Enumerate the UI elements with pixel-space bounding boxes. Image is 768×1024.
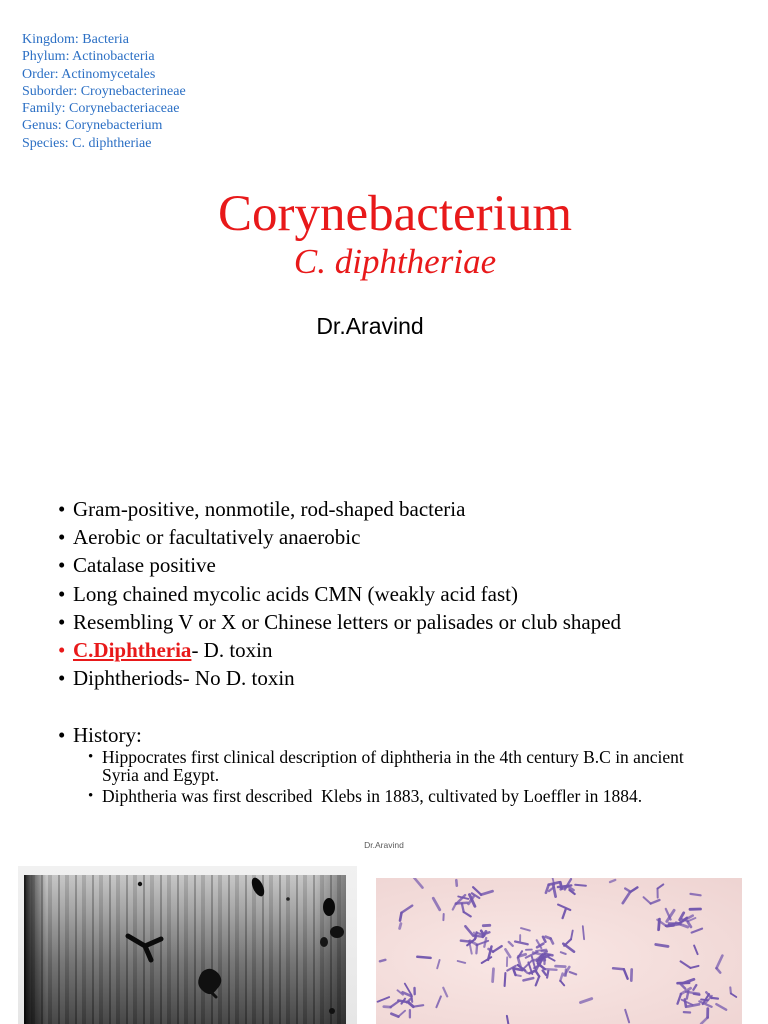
bacterium-rod (694, 946, 698, 955)
bacterium-rod (575, 885, 586, 886)
bacterium-rod (658, 884, 664, 888)
bacterium-rod (548, 957, 554, 961)
bacterium-rod (521, 928, 530, 931)
bacterium-rod (731, 994, 736, 998)
debris-dot (138, 882, 142, 886)
bacterium-rod (482, 957, 492, 963)
bacterium-rod (514, 968, 523, 970)
highlight-text: - D. toxin (191, 637, 273, 662)
bacterium-rod (717, 956, 723, 969)
bacterium-rod (684, 979, 694, 983)
taxonomy-species: Species: C. diphtheriae (22, 135, 152, 151)
bacterium-rod (437, 960, 439, 968)
bacterium-rod (623, 892, 630, 903)
bacterium-rod (560, 981, 564, 986)
bacterium-rod (558, 905, 570, 910)
bacterium-rod (693, 985, 696, 990)
page-subtitle: C. diphtheriae (293, 242, 497, 281)
bacillus-shape (330, 926, 344, 938)
bullet-marker: • (58, 581, 66, 606)
bacterium-rod (687, 991, 689, 998)
bacterium-rod (436, 996, 441, 1007)
list-item (58, 664, 621, 692)
bacterium-rod (581, 999, 592, 1003)
grayscale-micrograph-image (24, 875, 346, 1024)
stained-bacteria-layer (376, 878, 742, 1024)
bacterium-rod (691, 894, 701, 895)
history-item (88, 749, 702, 784)
bacterium-rod (730, 987, 731, 993)
stained-smear-micrograph-image (376, 878, 742, 1024)
bullet-marker: • (58, 666, 66, 691)
bacterium-rod (717, 968, 721, 972)
bullet-marker: • (58, 497, 66, 521)
bacterium-rod (563, 944, 574, 952)
highlight-term: C.Diphtheria (73, 637, 192, 662)
bacterium-rod (545, 969, 557, 970)
bacterium-rod (384, 1007, 391, 1008)
bacterium-rod (553, 884, 556, 896)
bacterium-rod (543, 971, 546, 975)
taxonomy-list (22, 31, 186, 152)
bacterium-rod (380, 960, 386, 962)
micrograph-markings (24, 875, 346, 1024)
bacterium-rod (536, 976, 540, 985)
bacterium-rod (692, 929, 703, 933)
bacterium-rod (613, 968, 624, 969)
bacterium-rod (681, 961, 691, 968)
bacterium-rod (509, 942, 513, 946)
bacterium-rod (716, 1004, 726, 1010)
page-title: Corynebacterium (217, 186, 573, 242)
bullet-list (58, 495, 621, 749)
bullet-marker: • (58, 609, 66, 634)
bacterium-rod (505, 973, 506, 986)
bacterium-rod (458, 961, 466, 963)
bacterium-rod (563, 909, 566, 918)
bacterium-rod (400, 913, 402, 921)
bacterium-rod (402, 906, 413, 913)
author-name: Dr.Aravind (316, 313, 424, 339)
bacterium-rod (453, 904, 456, 910)
bacterium-rod (462, 904, 464, 912)
bacterium-rod (688, 1004, 700, 1006)
bacterium-rod (413, 1005, 423, 1007)
list-item (58, 495, 621, 523)
bacterium-rod (507, 1016, 509, 1024)
bacterium-rod (524, 978, 534, 980)
bacterium-rod (417, 957, 430, 958)
bacterium-rod (682, 1000, 693, 1005)
bacterium-rod (549, 882, 559, 884)
bacterium-rod (484, 938, 486, 947)
debris-dot (286, 897, 290, 901)
history-item-text: Diphtheria was first described Klebs in 1883, cultivated by Loeffler in 1884. (102, 786, 643, 806)
bacillus-shape (320, 937, 328, 947)
bacterium-rod (610, 880, 615, 882)
history-heading (58, 721, 621, 749)
list-item-text: Aerobic or facultatively anaerobic (73, 525, 361, 550)
list-item-text: Resembling V or X or Chinese letters or palisades or club shaped (73, 609, 622, 634)
bacterium-rod (443, 988, 447, 997)
bacterium-rod (625, 1010, 629, 1023)
list-item (58, 551, 621, 579)
bacterium-rod (402, 999, 406, 1004)
history-item (88, 788, 702, 806)
bacterium-rod (465, 926, 473, 936)
bacterium-rod (378, 997, 390, 1002)
bacterium-rod (547, 971, 548, 978)
bullet-marker: • (58, 553, 66, 578)
bullet-marker: • (58, 525, 66, 550)
list-item-text: Diphtheriods- No D. toxin (73, 666, 295, 691)
page-footer: Dr.Aravind (364, 840, 404, 850)
bacterium-rod (561, 952, 566, 954)
bacillus-shape (128, 936, 161, 960)
list-item (58, 608, 621, 636)
bacterium-rod (560, 974, 562, 981)
bacterium-rod (516, 975, 521, 976)
bacterium-rod (400, 924, 401, 929)
bacterium-rod (391, 1002, 399, 1008)
list-item (58, 523, 621, 551)
bacterium-rod (712, 998, 718, 999)
bacterium-rod (624, 969, 628, 979)
bacterium-rod (414, 878, 423, 888)
bacterium-rod (571, 931, 573, 940)
bacterium-rod (505, 949, 510, 957)
debris-dot (329, 1008, 335, 1014)
bacterium-rod (493, 969, 494, 982)
sub-bullet-marker: • (88, 749, 94, 765)
taxonomy-suborder: Suborder: Croynebacterineae (22, 83, 186, 99)
taxonomy-kingdom: Kingdom: Bacteria (22, 32, 129, 47)
list-item-text: Catalase positive (73, 553, 216, 578)
taxonomy-phylum: Phylum: Actinobacteria (22, 49, 155, 65)
taxonomy-genus: Genus: Corynebacterium (22, 118, 163, 134)
bacterium-rod (644, 897, 651, 903)
bacterium-rod (391, 1014, 398, 1017)
bacterium-rod (656, 945, 668, 947)
bacillus-shape (249, 876, 267, 898)
bacterium-rod (493, 946, 502, 952)
grayscale-micrograph-frame (18, 866, 357, 1024)
bacterium-rod (476, 945, 477, 954)
bacterium-rod (412, 996, 413, 1002)
bacterium-rod (690, 966, 698, 968)
list-item (58, 580, 621, 608)
bacterium-rod (515, 942, 528, 945)
bacterium-rod (551, 939, 553, 944)
list-item-text: Gram-positive, nonmotile, rod-shaped bacteria (73, 497, 466, 521)
bacterium-rod (701, 1018, 708, 1024)
bacterium-rod (651, 900, 660, 904)
bacterium-rod (519, 954, 526, 956)
list-item-text: Long chained mycolic acids CMN (weakly acid fast) (73, 581, 518, 606)
history-label: History: (73, 722, 142, 747)
bacterium-rod (631, 887, 638, 891)
bacterium-rod (556, 966, 566, 967)
bullet-marker: • (58, 722, 66, 747)
taxonomy-family: Family: Corynebacteriaceae (22, 101, 180, 117)
bacterium-rod (532, 957, 535, 969)
bacillus-shape (323, 898, 335, 916)
history-item-text: Hippocrates first clinical description of diphtheria in the 4th century B.C in ancient Syria and Egypt. (102, 747, 689, 785)
bacterium-rod (481, 891, 492, 895)
bacterium-rod (458, 897, 468, 899)
bacterium-rod (433, 898, 439, 909)
bacterium-rod (464, 912, 471, 916)
bacterium-rod (570, 972, 577, 974)
history-sublist (88, 749, 702, 806)
bacterium-rod (583, 926, 584, 939)
bacterium-rod (456, 880, 457, 886)
taxonomy-order: Order: Actinomycetales (22, 66, 156, 82)
list-item-highlight (58, 636, 621, 664)
sub-bullet-marker: • (88, 788, 94, 804)
bacterium-rod (560, 882, 561, 888)
bacterium-rod (678, 994, 682, 1004)
bacillus-shape (210, 991, 216, 997)
bullet-marker: • (58, 637, 66, 662)
